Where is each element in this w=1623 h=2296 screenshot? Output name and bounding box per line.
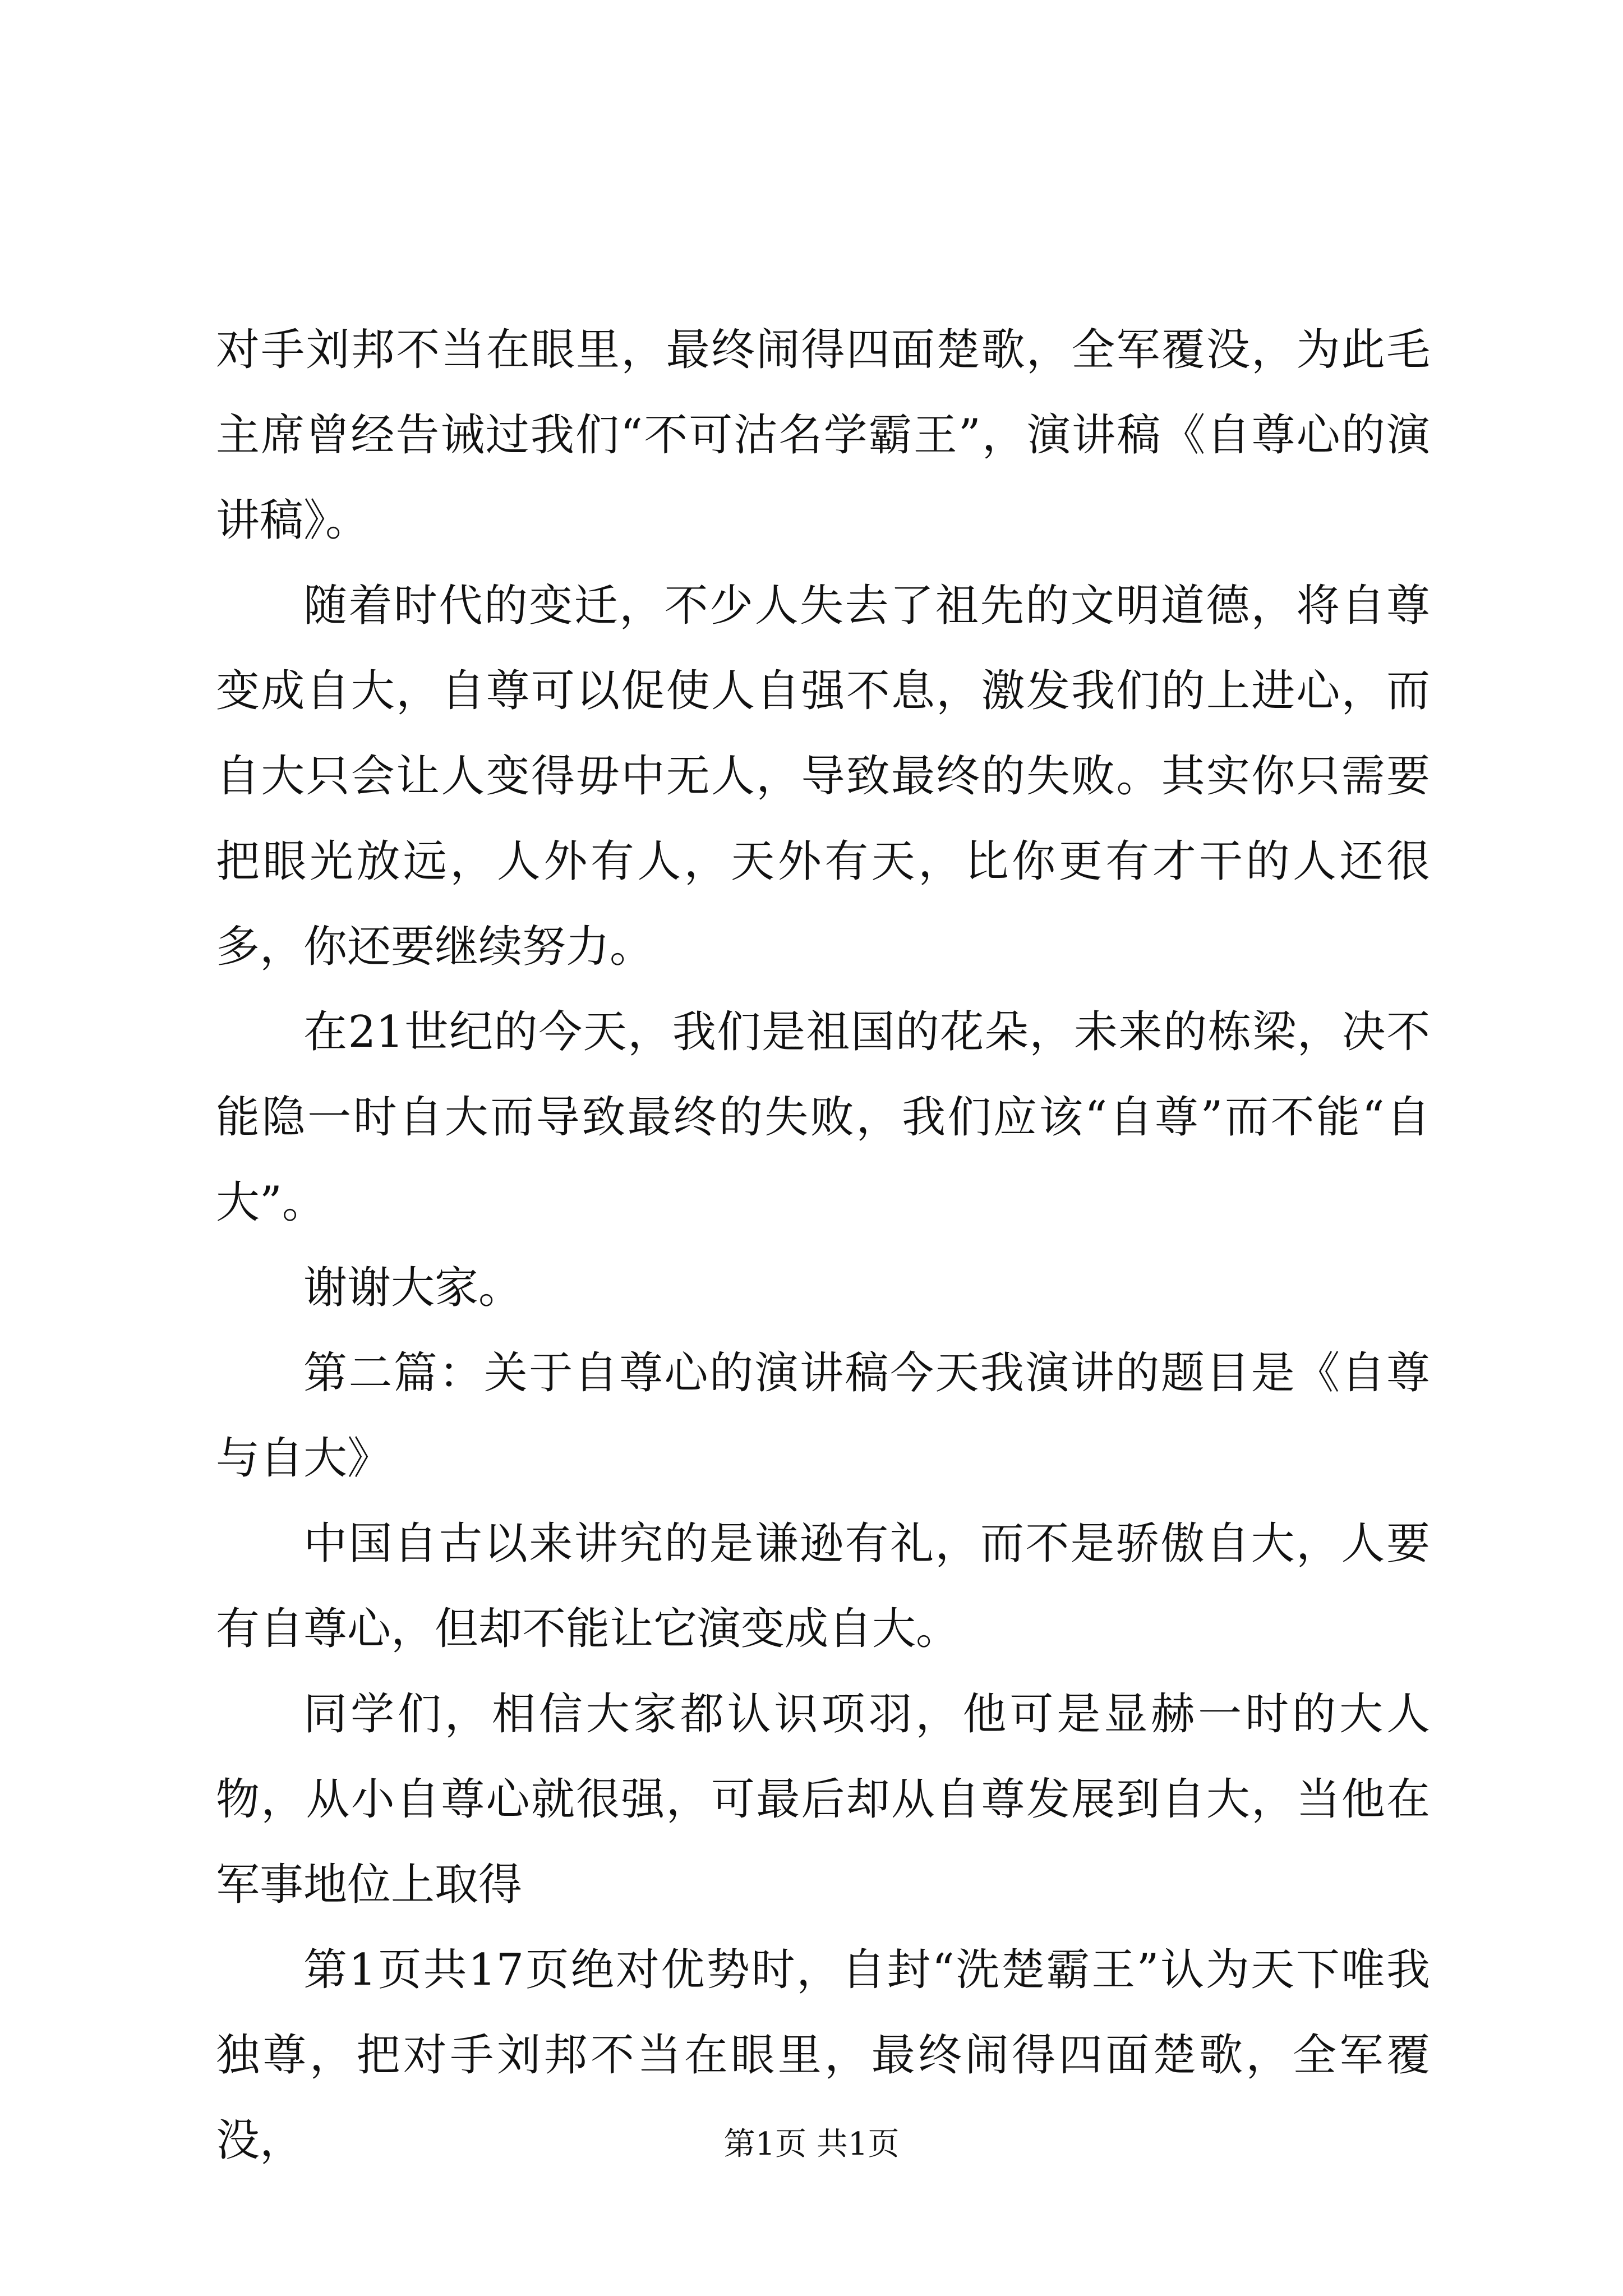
paragraph-6: 中国自古以来讲究的是谦逊有礼，而不是骄傲自大，人要有自尊心，但却不能让它演变成自大。: [216, 1519, 1430, 1654]
page-number-label: 第1页 共1页: [723, 2126, 900, 2162]
page-footer: [0, 2125, 1623, 2164]
paragraph-3: 在21世纪的今天，我们是祖国的花朵，未来的栋梁，决不能隐一时自大而导致最终的失败，我们应该“自尊”而不能“自大”。: [216, 1007, 1430, 1228]
paragraph-8: 第1页共17页绝对优势时，自封“洗楚霸王”认为天下唯我独尊，把对手刘邦不当在眼里，最终闹得四面楚歌，全军覆没，: [216, 1945, 1430, 2166]
paragraph-5: 第二篇：关于自尊心的演讲稿今天我演讲的题目是《自尊与自大》: [216, 1348, 1430, 1484]
paragraph-2: 随着时代的变迁，不少人失去了祖先的文明道德，将自尊变成自大，自尊可以促使人自强不息，激发我们的上进心，而自大只会让人变得毋中无人，导致最终的失败。其实你只需要把眼光放远，人外有人，天外有天，比你更有才干的人还很多，你还要继续努力。: [216, 581, 1430, 972]
document-body: [216, 307, 1430, 2183]
paragraph-7: 同学们，相信大家都认识项羽，他可是显赫一时的大人物，从小自尊心就很强，可最后却从自尊发展到自大，当他在军事地位上取得: [216, 1689, 1430, 1910]
paragraph-1: 对手刘邦不当在眼里，最终闹得四面楚歌，全军覆没，为此毛主席曾经告诫过我们“不可沽名学霸王”，演讲稿《自尊心的演讲稿》。: [216, 325, 1430, 546]
paragraph-4: 谢谢大家。: [303, 1263, 523, 1313]
